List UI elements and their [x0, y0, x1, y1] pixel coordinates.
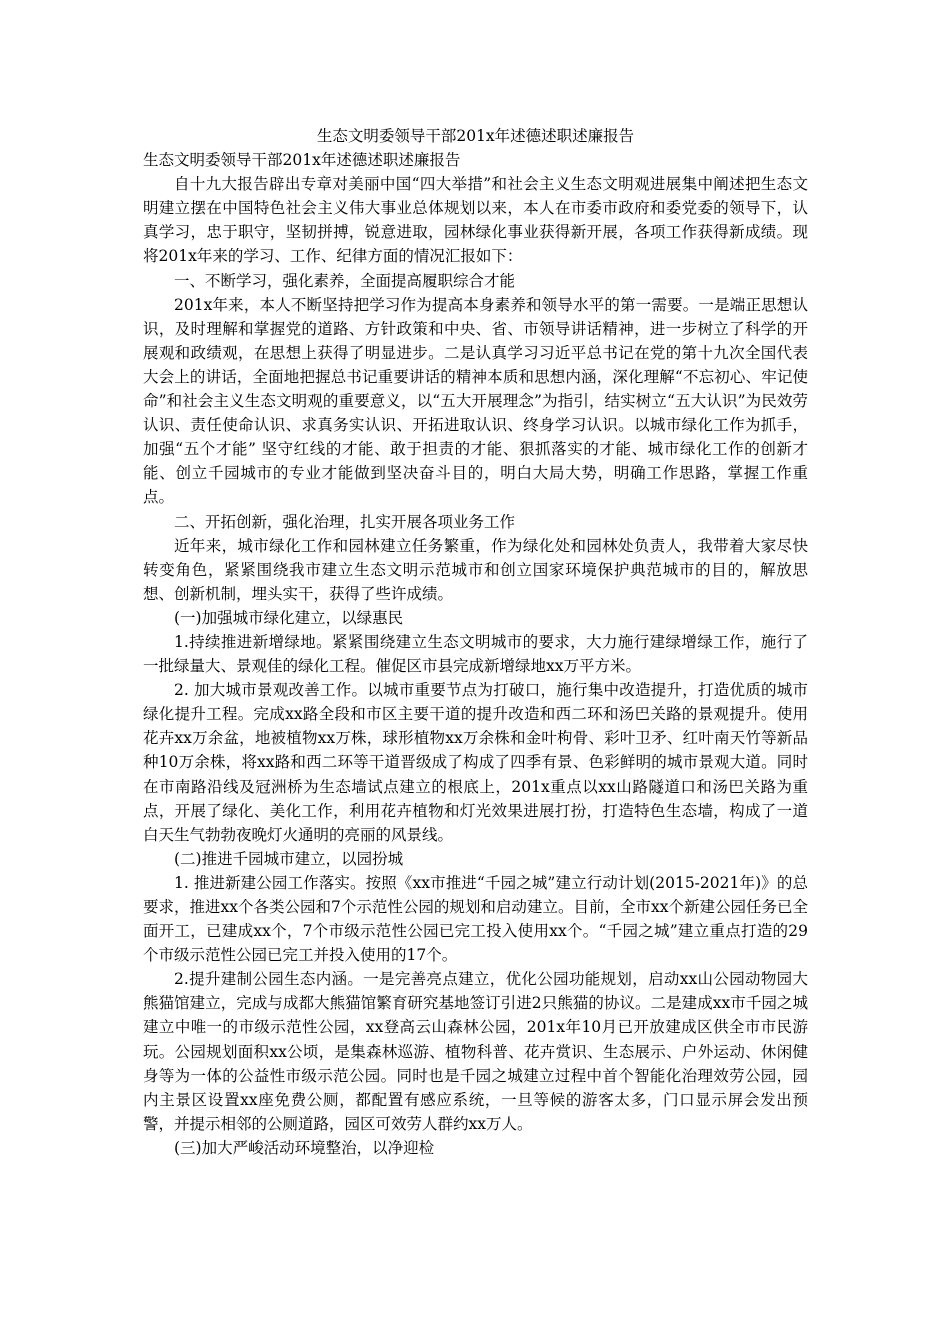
section-heading-1: 一、不断学习，强化素养，全面提高履职综合才能: [174, 271, 516, 290]
body-paragraph: 1.持续推进新增绿地。紧紧围绕建立生态文明城市的要求，大力施行建绿增绿工作，施行了一批绿量大、景观佳的绿化工程。催促区市县完成新增绿地xx万平方米。: [143, 632, 808, 676]
subsection-heading-2: (二)推进千园城市建立，以园扮城: [174, 849, 404, 868]
document-subtitle: 生态文明委领导干部201x年述德述职述廉报告: [143, 151, 461, 170]
document-title: 生态文明委领导干部201x年述德述职述廉报告: [316, 127, 635, 145]
subsection-heading-1: (一)加强城市绿化建立，以绿惠民: [174, 608, 404, 627]
document-page: [143, 124, 808, 1160]
body-paragraph: 近年来，城市绿化工作和园林建立任务繁重，作为绿化处和园林处负责人，我带着大家尽快转变角色，紧紧围绕我市建立生态文明示范城市和创立国家环境保护典范城市的目的，解放思想、创新机制，埋头实干，获得了些许成绩。: [143, 536, 808, 603]
intro-paragraph: 自十九大报告辟出专章对美丽中国“四大举措”和社会主义生态文明观进展集中阐述把生态文明建立摆在中国特色社会主义伟大事业总体规划以来，本人在市委市政府和委党委的领导下，认真学习，忠于职守，坚韧拼搏，锐意进取，园林绿化事业获得新开展，各项工作获得新成绩。现将201x年来的学习、工作、纪律方面的情况汇报如下：: [143, 175, 808, 266]
subsection-heading-3: (三)加大严峻活动环境整治，以净迎检: [174, 1138, 435, 1157]
section-heading-2: 二、开拓创新，强化治理，扎实开展各项业务工作: [174, 512, 516, 531]
body-paragraph: 2.提升建制公园生态内涵。一是完善亮点建立，优化公园功能规划，启动xx山公园动物园大熊猫馆建立，完成与成都大熊猫馆繁育研究基地签订引进2只熊猫的协议。二是建成xx市千园之城建立中唯一的市级示范性公园，xx登高云山森林公园，201x年10月已开放建成区供全市市民游玩。公园规划面积xx公顷，是集森林巡游、植物科普、花卉赏识、生态展示、户外运动、休闲健身等为一体的公益性市级示范公园。同时也是千园之城建立过程中首个智能化治理效劳公园，园内主景区设置xx座免费公厕，都配置有感应系统，一旦等候的游客太多，门口显示屏会发出预警，并提示相邻的公厕道路，园区可效劳人群约xx万人。: [143, 970, 808, 1133]
body-paragraph: 2. 加大城市景观改善工作。以城市重要节点为打破口，施行集中改造提升，打造优质的城市绿化提升工程。完成xx路全段和市区主要干道的提升改造和西二环和汤巴关路的景观提升。使用花卉xx万余盆，地被植物xx万株，球形植物xx万余株和金叶枸骨、彩叶卫矛、红叶南天竹等新品种10万余株，将xx路和西二环等干道晋级成了构成了四季有景、色彩鲜明的城市景观大道。同时在市南路沿线及冠洲桥为生态墙试点建立的根底上，201x重点以xx山路隧道口和汤巴关路为重点，开展了绿化、美化工作，利用花卉植物和灯光效果进展打扮，打造特色生态墙，构成了一道白天生气勃勃夜晚灯火通明的亮丽的风景线。: [143, 681, 808, 844]
body-paragraph: 1. 推进新建公园工作落实。按照《xx市推进“千园之城”建立行动计划(2015-2021年)》的总要求，推进xx个各类公园和7个示范性公园的规划和启动建立。目前，全市xx个新建公园任务已全面开工，已建成xx个，7个市级示范性公园已完工投入使用xx个。“千园之城”建立重点打造的29个市级示范性公园已完工并投入使用的17个。: [143, 873, 808, 965]
body-paragraph: 201x年来，本人不断坚持把学习作为提高本身素养和领导水平的第一需要。一是端正思想认识，及时理解和掌握党的道路、方针政策和中央、省、市领导讲话精神，进一步树立了科学的开展观和政绩观，在思想上获得了明显进步。二是认真学习习近平总书记在党的第十九次全国代表大会上的讲话，全面地把握总书记重要讲话的精神本质和思想内涵，深化理解“不忘初心、牢记使命”和社会主义生态文明观的重要意义，以“五大开展理念”为指引，结实树立“五大认识”为民效劳认识、责任使命认识、求真务实认识、开拓进取认识、终身学习认识。以城市绿化工作为抓手，加强“五个才能” 坚守红线的才能、敢于担责的才能、狠抓落实的才能、城市绿化工作的创新才能、创立千园城市的专业才能做到坚决奋斗目的，明白大局大势，明确工作思路，掌握工作重点。: [143, 295, 808, 507]
